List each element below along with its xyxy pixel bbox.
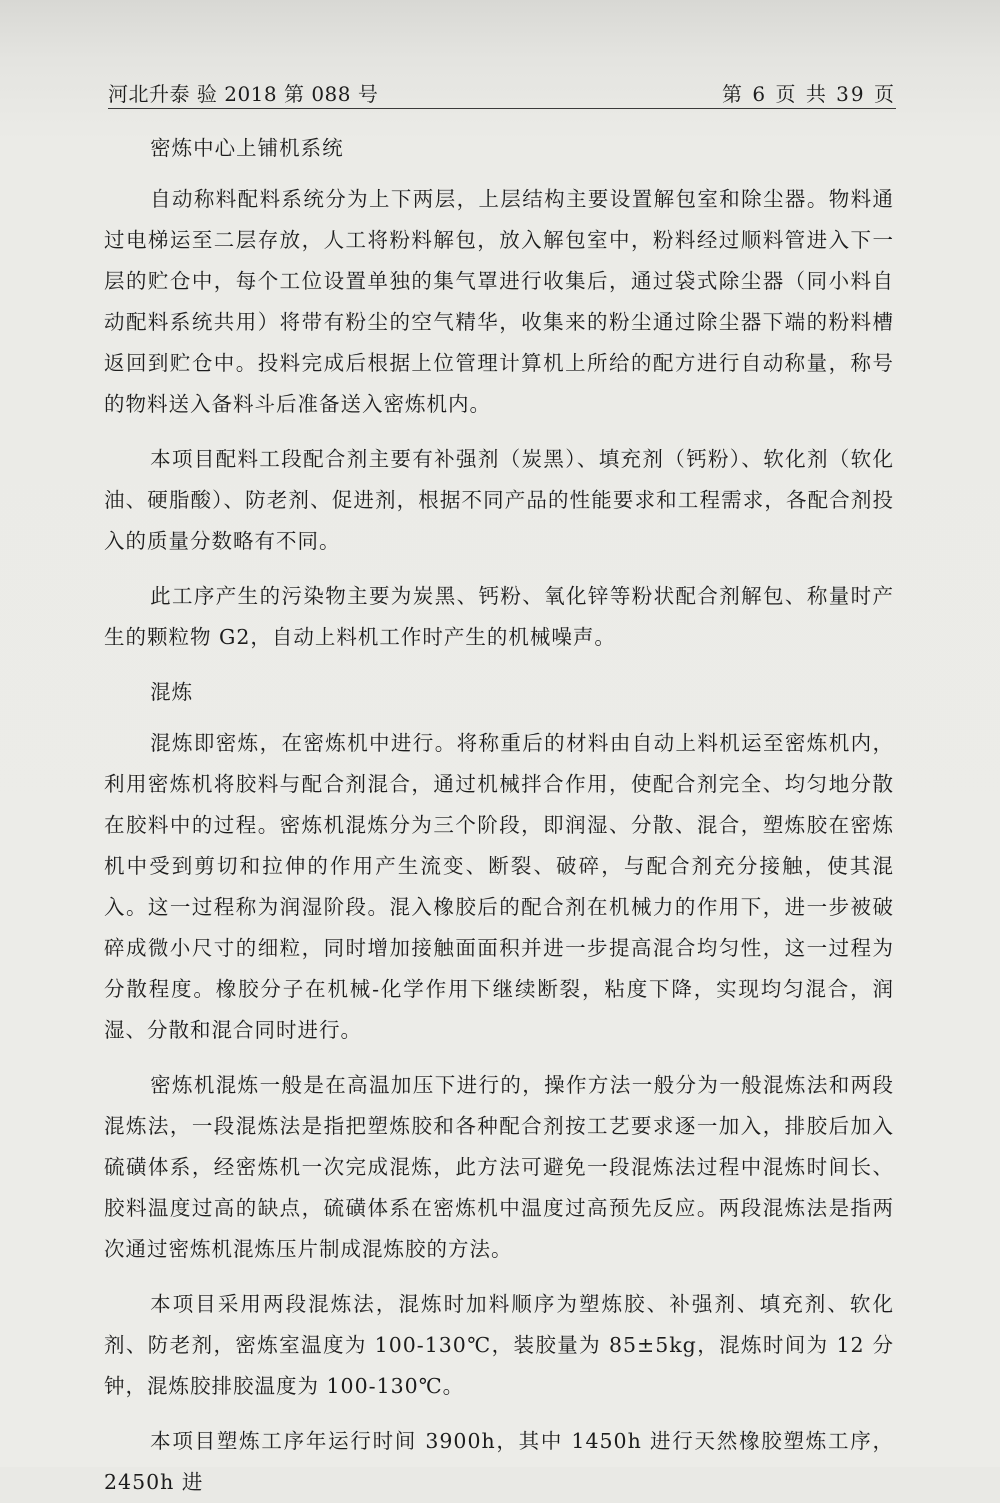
paragraph: 本项目塑炼工序年运行时间 3900h，其中 1450h 进行天然橡胶塑炼工序，2450h 进 (104, 1429, 894, 1494)
paragraph: 密炼机混炼一般是在高温加压下进行的，操作方法一般分为一般混炼法和两段混炼法，一段混炼法是指把塑炼胶和各种配合剂按工艺要求逐一加入，排胶后加入硫磺体系，经密炼机一次完成混炼，此方法可避免一段混炼法过程中混炼时间长、胶料温度过高的缺点，硫磺体系在密炼机中温度过高预先反应。两段混炼法是指两次通过密炼机混炼压片制成混炼胶的方法。 (104, 1073, 894, 1261)
page-number: 第 6 页 共 39 页 (722, 82, 896, 106)
report-number: 河北升泰 验 2018 第 088 号 (108, 82, 379, 106)
page-header (108, 72, 896, 109)
section-heading: 混炼 (150, 680, 194, 704)
paragraph: 混炼即密炼，在密炼机中进行。将称重后的材料由自动上料机运至密炼机内，利用密炼机将胶料与配合剂混合，通过机械拌合作用，使配合剂完全、均匀地分散在胶料中的过程。密炼机混炼分为三个阶段，即润湿、分散、混合，塑炼胶在密炼机中受到剪切和拉伸的作用产生流变、断裂、破碎，与配合剂充分接触，使其混入。这一过程称为润湿阶段。混入橡胶后的配合剂在机械力的作用下，进一步被破碎成微小尺寸的细粒，同时增加接触面面积并进一步提高混合均匀性，这一过程为分散程度。橡胶分子在机械-化学作用下继续断裂，粘度下降，实现均匀混合，润湿、分散和混合同时进行。 (104, 731, 894, 1042)
paragraph: 本项目采用两段混炼法，混炼时加料顺序为塑炼胶、补强剂、填充剂、软化剂、防老剂，密炼室温度为 100-130℃，装胶量为 85±5kg，混炼时间为 12 分钟，混炼胶排胶温度为 100-130℃。 (104, 1292, 894, 1398)
section-heading: 密炼中心上铺机系统 (150, 136, 344, 160)
paragraph: 自动称料配料系统分为上下两层，上层结构主要设置解包室和除尘器。物料通过电梯运至二层存放，人工将粉料解包，放入解包室中，粉料经过顺料管进入下一层的贮仓中，每个工位设置单独的集气罩进行收集后，通过袋式除尘器（同小料自动配料系统共用）将带有粉尘的空气精华，收集来的粉尘通过除尘器下端的粉料槽返回到贮仓中。投料完成后根据上位管理计算机上所给的配方进行自动称量，称号的物料送入备料斗后准备送入密炼机内。 (104, 187, 894, 416)
document-body (104, 128, 894, 1503)
paragraph: 此工序产生的污染物主要为炭黑、钙粉、氧化锌等粉状配合剂解包、称量时产生的颗粒物 G2，自动上料机工作时产生的机械噪声。 (104, 584, 894, 649)
paragraph: 本项目配料工段配合剂主要有补强剂（炭黑）、填充剂（钙粉）、软化剂（软化油、硬脂酸）、防老剂、促进剂，根据不同产品的性能要求和工程需求，各配合剂投入的质量分数略有不同。 (104, 447, 894, 553)
